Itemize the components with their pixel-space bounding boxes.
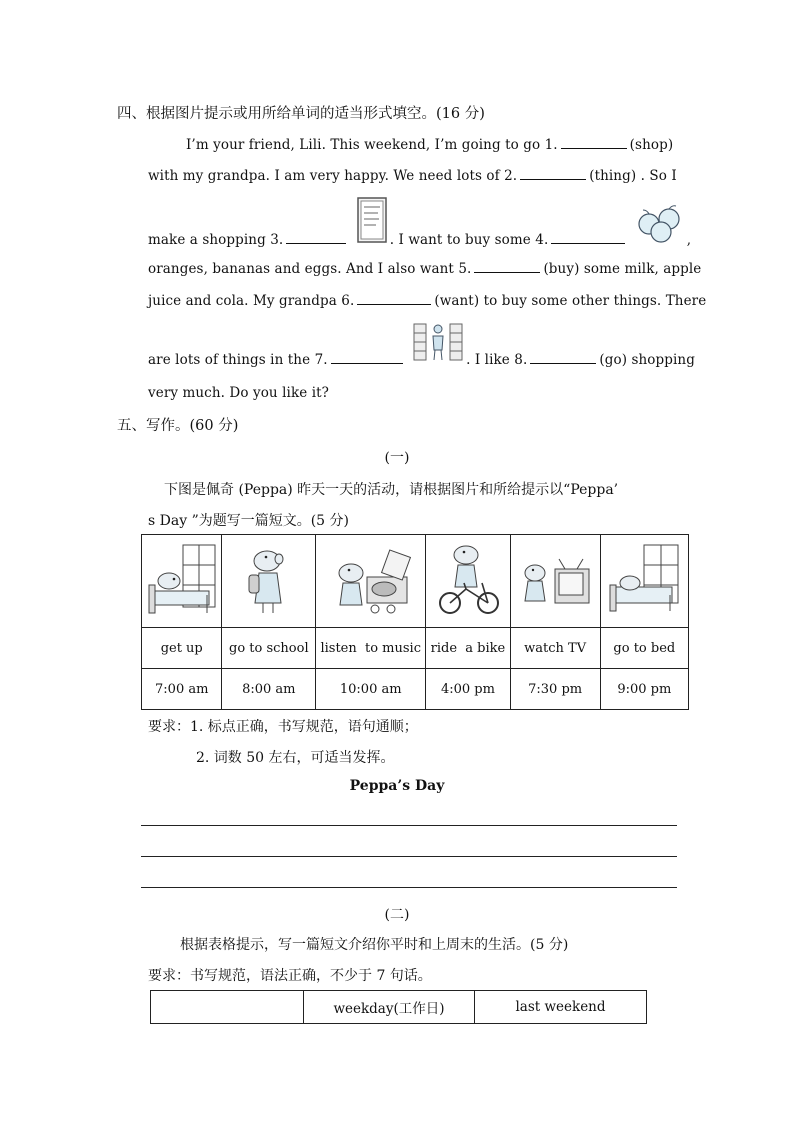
part2-intro: 根据表格提示，写一篇短文介绍你平时和上周末的生活。(5 分) [180,937,569,953]
activity-name-row [142,628,689,669]
peppa-tv-icon [515,539,595,619]
activity-name-cell: watch TV [510,628,600,669]
activity-time-row [142,669,689,710]
life-table-header-row [151,991,647,1024]
activity-time-cell: 9:00 pm [600,669,688,710]
essay-title: Peppa’s Day [349,778,445,794]
writing-line[interactable] [141,887,677,888]
bed-window-icon [145,539,219,619]
passage-line-2: with my grandpa. I am very happy. We need lots of 2. (thing) . So I [148,168,677,184]
peppa-sleeping-icon [604,539,684,619]
writing-line[interactable] [141,856,677,857]
section5-heading: 五、写作。(60 分) [117,418,239,434]
activity-picture-cell [510,535,600,628]
activity-time-cell: 10:00 am [316,669,426,710]
blank-2[interactable] [520,167,586,180]
part1-requirement-2: 2. 词数 50 左右，可适当发挥。 [196,750,395,766]
passage-line-6: are lots of things in the 7. . I like 8. (go) shopping [148,320,678,376]
writing-line[interactable] [141,825,677,826]
activity-picture-cell [600,535,688,628]
supermarket-icon [412,320,464,388]
blank-8[interactable] [530,351,596,364]
passage-line-1: I’m your friend, Lili. This weekend, I’m going to go 1. (shop) [186,137,674,153]
peppa-record-player-icon [329,539,413,619]
activity-picture-cell [316,535,426,628]
activity-picture-row [142,535,689,628]
activity-time-cell: 7:30 pm [510,669,600,710]
activity-name-cell: get up [142,628,222,669]
activity-time-cell: 8:00 am [222,669,316,710]
blank-1[interactable] [561,136,627,149]
peppa-backpack-icon [239,539,299,619]
part1-intro-line-1: 下图是佩奇 (Peppa) 昨天一天的活动，请根据图片和所给提示以“Peppa’ [164,482,619,498]
activity-time-cell: 7:00 am [142,669,222,710]
apples-icon [635,204,685,266]
blank-6[interactable] [357,292,431,305]
activity-picture-cell [142,535,222,628]
activity-name-cell: go to bed [600,628,688,669]
blank-3[interactable] [286,231,346,244]
life-table-header-weekday: weekday(工作日) [304,991,475,1024]
life-table-header-last-weekend: last weekend [475,991,647,1024]
activity-name-cell: go to school [222,628,316,669]
activity-picture-cell [222,535,316,628]
part1-label: (一) [384,450,410,466]
part2-requirement: 要求：书写规范，语法正确，不少于 7 句话。 [148,968,432,984]
passage-line-4: oranges, bananas and eggs. And I also want 5. (buy) some milk, apple [148,261,702,277]
passage-line-7: very much. Do you like it? [148,385,329,401]
blank-5[interactable] [474,260,540,273]
part2-label: (二) [384,907,410,923]
activity-name-cell: ride a bike [426,628,510,669]
blank-4[interactable] [551,231,625,244]
activity-table [141,534,689,710]
life-table [150,990,647,1024]
blank-7[interactable] [331,351,403,364]
activity-picture-cell [426,535,510,628]
part1-intro-line-2: s Day ”为题写一篇短文。(5 分) [148,513,350,529]
activity-time-cell: 4:00 pm [426,669,510,710]
passage-line-5: juice and cola. My grandpa 6. (want) to buy some other things. There [148,293,707,309]
passage-line-3: make a shopping 3. . I want to buy some 4. , [148,196,678,248]
peppa-bike-icon [430,539,506,619]
section4-heading: 四、根据图片提示或用所给单词的适当形式填空。(16 分) [117,106,485,122]
activity-name-cell: listen to music [316,628,426,669]
part1-requirement-1: 要求：1. 标点正确，书写规范，语句通顺； [148,719,418,735]
shopping-list-icon [356,196,388,266]
life-table-header-empty [151,991,304,1024]
